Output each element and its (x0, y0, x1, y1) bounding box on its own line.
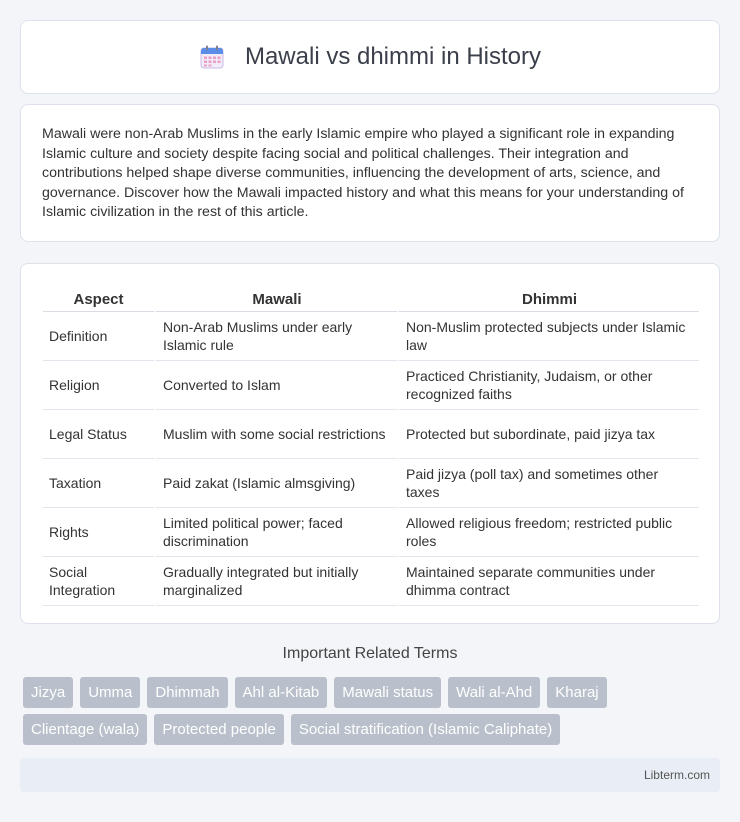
row-mawali: Limited political power; faced discrimination (154, 508, 397, 557)
column-header-dhimmi: Dhimmi (397, 284, 699, 312)
header (199, 43, 541, 71)
table-row (43, 508, 699, 557)
row-aspect: Religion (43, 361, 154, 410)
intro-card (20, 104, 720, 242)
row-mawali: Gradually integrated but initially marginalized (154, 557, 397, 606)
page-title: Mawali vs dhimmi in History (244, 43, 542, 70)
header-card (20, 20, 720, 94)
row-aspect: Legal Status (43, 410, 154, 459)
row-dhimmi: Non-Muslim protected subjects under Islamic law (397, 312, 699, 361)
row-dhimmi: Protected but subordinate, paid jizya tax (397, 410, 699, 459)
row-dhimmi: Allowed religious freedom; restricted public roles (397, 508, 699, 557)
calendar-icon (199, 44, 225, 70)
comparison-table (43, 284, 699, 606)
row-dhimmi: Practiced Christianity, Judaism, or other recognized faiths (397, 361, 699, 410)
tag-clientage-wala[interactable]: Clientage (wala) (23, 714, 147, 745)
table-row (43, 312, 699, 361)
related-terms-list (23, 677, 723, 745)
intro-text: Mawali were non-Arab Muslims in the early Islamic empire who played a significant role in expanding Islamic culture and society despite facing social and political challenges. Their integration and contributions helped shape diverse communities, influencing the development of arts, science, and governance. Discover how the Mawali impacted history and what this means for your understanding of Islamic civilization in the rest of this article. (42, 126, 684, 221)
table-header-row (43, 284, 699, 312)
table-row (43, 557, 699, 606)
row-aspect: Social Integration (43, 557, 154, 606)
tag-jizya[interactable]: Jizya (23, 677, 73, 708)
column-header-mawali: Mawali (154, 284, 397, 312)
column-header-aspect: Aspect (43, 284, 154, 312)
comparison-card (20, 263, 720, 624)
row-dhimmi: Paid jizya (poll tax) and sometimes other taxes (397, 459, 699, 508)
footer (20, 758, 720, 792)
tag-dhimmah[interactable]: Dhimmah (147, 677, 227, 708)
tag-wali-al-ahd[interactable]: Wali al-Ahd (448, 677, 540, 708)
row-mawali: Converted to Islam (154, 361, 397, 410)
row-aspect: Definition (43, 312, 154, 361)
related-terms-title: Important Related Terms (282, 645, 458, 662)
row-mawali: Paid zakat (Islamic almsgiving) (154, 459, 397, 508)
row-aspect: Rights (43, 508, 154, 557)
footer-site-link[interactable]: Libterm.com (643, 768, 710, 782)
row-mawali: Non-Arab Muslims under early Islamic rule (154, 312, 397, 361)
row-dhimmi: Maintained separate communities under dhimma contract (397, 557, 699, 606)
tag-ahl-al-kitab[interactable]: Ahl al-Kitab (235, 677, 328, 708)
tag-kharaj[interactable]: Kharaj (547, 677, 606, 708)
row-aspect: Taxation (43, 459, 154, 508)
table-row (43, 459, 699, 508)
table-row (43, 410, 699, 459)
tag-umma[interactable]: Umma (80, 677, 140, 708)
tag-protected-people[interactable]: Protected people (154, 714, 283, 745)
row-mawali: Muslim with some social restrictions (154, 410, 397, 459)
tag-social-stratification[interactable]: Social stratification (Islamic Caliphate) (291, 714, 560, 745)
table-row (43, 361, 699, 410)
tag-mawali-status[interactable]: Mawali status (334, 677, 441, 708)
